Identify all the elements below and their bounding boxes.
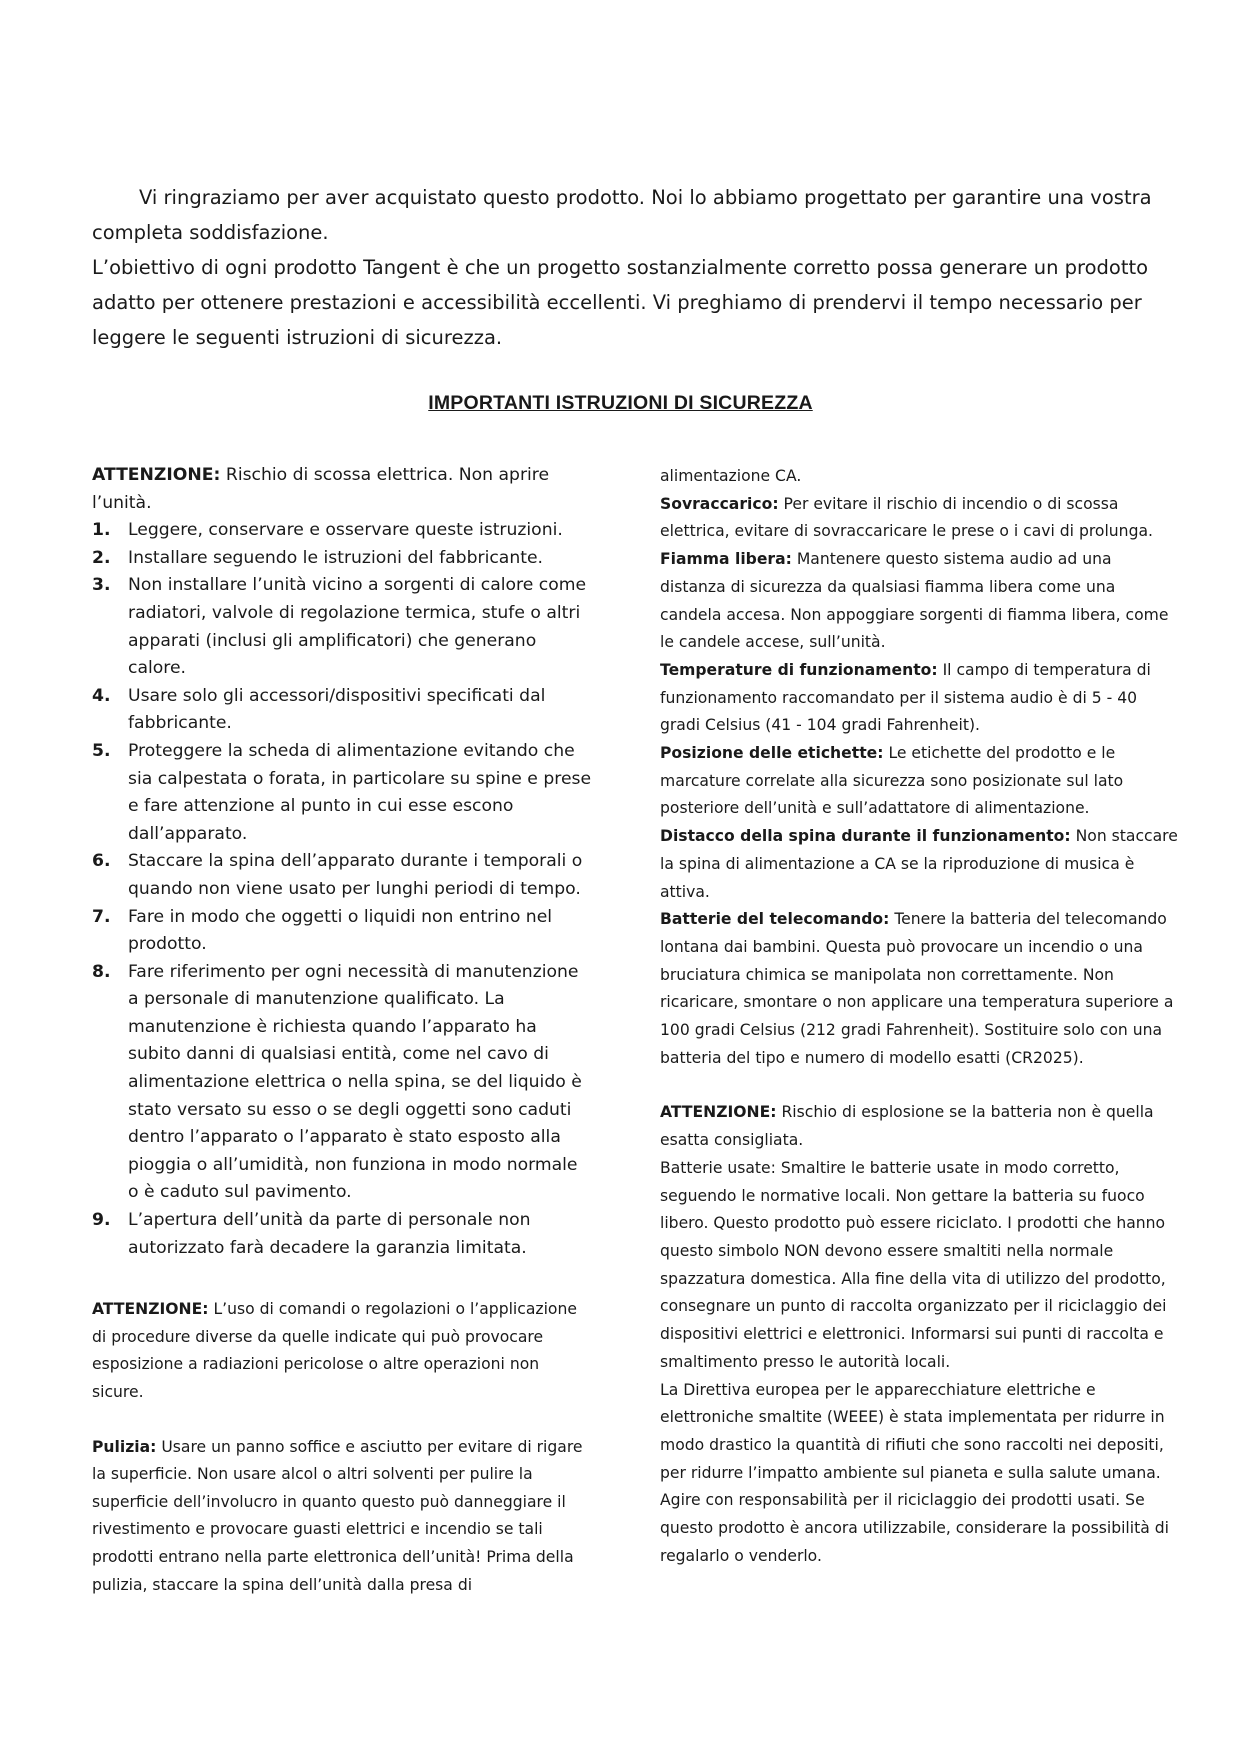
- cleaning-text: Usare un panno soffice e asciutto per evitare di rigare la superficie. Non usare alcol o altri solventi per pulire la superficie dell’involucro in quanto questo può danneggiare il rivestimento e provocare guasti elettrici e incendio se tali prodotti entrano nella parte elettronica dell’unità! Prima della pulizia, staccare la spina dell’unità dalla presa di: [92, 1437, 583, 1594]
- list-item-number: 3.: [92, 575, 111, 596]
- list-item-number: 2.: [92, 547, 111, 568]
- warning-text: L’uso di comandi o regolazioni o l’applicazione di procedure diverse da quelle indicate qui può provocare esposizione a radiazioni pericolose o altre operazioni non sicure.: [92, 1300, 577, 1401]
- list-item: [92, 545, 592, 573]
- list-item-text: Fare riferimento per ogni necessità di manutenzione a personale di manutenzione qualificato. La manutenzione è richiesta quando l’apparato ha subito danni di qualsiasi entità, come nel cavo di alimentazione elettrica o nella spina, se del liquido è stato versato su esso o se degli oggetti sono caduti dentro l’apparato o l’apparato è stato esposto alla pioggia o all’umidità, non funziona in modo normale o è caduto sul pavimento.: [128, 961, 582, 1203]
- instruction-list: [92, 517, 592, 1262]
- unplug-label: Distacco della spina durante il funzionamento:: [660, 827, 1071, 846]
- list-item: [92, 1207, 592, 1262]
- temperature-paragraph: [660, 657, 1180, 740]
- warning-text: Rischio di esplosione se la batteria non è quella esatta consigliata.: [660, 1103, 1154, 1150]
- left-column: [92, 462, 592, 1599]
- cleaning-paragraph: [92, 1434, 592, 1600]
- unplug-paragraph: [660, 823, 1180, 906]
- warning-label: ATTENZIONE:: [92, 465, 221, 485]
- labels-text: Le etichette del prodotto e le marcature correlate alla sicurezza sono posizionate sul lato posteriore dell’unità e sull’adattatore di alimentazione.: [660, 744, 1124, 818]
- warning-radiation: [92, 1296, 592, 1406]
- list-item: [92, 848, 592, 903]
- list-item-text: Staccare la spina dell’apparato durante i temporali o quando non viene usato per lunghi periodi di tempo.: [128, 851, 583, 899]
- list-item-number: 1.: [92, 520, 111, 541]
- labels-paragraph: [660, 740, 1180, 823]
- overload-label: Sovraccarico:: [660, 494, 779, 513]
- list-item-text: Non installare l’unità vicino a sorgenti di calore come radiatori, valvole di regolazione termica, stufe o altri apparati (inclusi gli amplificatori) che generano calore.: [128, 575, 587, 679]
- flame-text: Mantenere questo sistema audio ad una distanza di sicurezza da qualsiasi fiamma libera come una candela accesa. Non appoggiare sorgenti di fiamma libera, come le candele accese, sull’unità.: [660, 550, 1169, 652]
- list-item: [92, 904, 592, 959]
- spacer: [660, 1072, 1180, 1099]
- temperature-text: Il campo di temperatura di funzionamento raccomandato per il sistema audio è di 5 - 40 gradi Celsius (41 - 104 gradi Fahrenheit).: [660, 660, 1151, 735]
- list-item-number: 4.: [92, 685, 111, 706]
- overload-paragraph: [660, 491, 1180, 546]
- list-item: [92, 738, 592, 848]
- right-column: [660, 463, 1180, 1570]
- list-item-number: 6.: [92, 851, 111, 872]
- list-item-text: Usare solo gli accessori/dispositivi specificati dal fabbricante.: [128, 685, 546, 734]
- list-item-number: 9.: [92, 1210, 111, 1231]
- spacer: [92, 1407, 592, 1434]
- list-item-text: Installare seguendo le istruzioni del fabbricante.: [128, 547, 543, 568]
- temperature-label: Temperature di funzionamento:: [660, 660, 938, 679]
- warning-label: ATTENZIONE:: [660, 1103, 777, 1122]
- warning-shock: [92, 462, 592, 517]
- overload-text: Per evitare il rischio di incendio o di scossa elettrica, evitare di sovraccaricare le prese o i cavi di prolunga.: [660, 494, 1153, 541]
- intro-section: [92, 180, 1162, 355]
- page-title: IMPORTANTI ISTRUZIONI DI SICUREZZA: [428, 392, 813, 414]
- spacer: [92, 1262, 592, 1296]
- warning-text: Rischio di scossa elettrica. Non aprire l’unità.: [92, 465, 550, 513]
- battery-paragraph: [660, 906, 1180, 1072]
- intro-paragraph-thanks: Vi ringraziamo per aver acquistato questo prodotto. Noi lo abbiamo progettato per garantire una vostra completa soddisfazione.: [92, 186, 1152, 244]
- list-item-text: L’apertura dell’unità da parte di personale non autorizzato farà decadere la garanzia limitata.: [128, 1210, 531, 1258]
- warning-label: ATTENZIONE:: [92, 1300, 209, 1319]
- continued-text: alimentazione CA.: [660, 467, 802, 485]
- list-item: [92, 959, 592, 1207]
- battery-text: Tenere la batteria del telecomando lontana dai bambini. Questa può provocare un incendio o una bruciatura chimica se manipolata non correttamente. Non ricaricare, smontare o non applicare una temperatura superiore a 100 gradi Celsius (212 gradi Fahrenheit). Sostituire solo con una batteria del tipo e numero di modello esatti (CR2025).: [660, 910, 1174, 1067]
- cleaning-label: Pulizia:: [92, 1437, 157, 1456]
- list-item: [92, 517, 592, 545]
- list-item-text: Proteggere la scheda di alimentazione evitando che sia calpestata o forata, in particolare su spine e prese e fare attenzione al punto in cui esse escono dall’apparato.: [128, 740, 592, 844]
- list-item-number: 5.: [92, 740, 111, 761]
- list-item: [92, 572, 592, 682]
- unplug-text: Non staccare la spina di alimentazione a CA se la riproduzione di musica è attiva.: [660, 827, 1178, 901]
- warning-explosion: [660, 1099, 1180, 1154]
- list-item-number: 8.: [92, 961, 111, 982]
- labels-label: Posizione delle etichette:: [660, 744, 884, 763]
- flame-label: Fiamma libera:: [660, 550, 792, 569]
- weee-paragraph: La Direttiva europea per le apparecchiature elettriche e elettroniche smaltite (WEEE) è stata implementata per ridurre in modo drastico la quantità di rifiuti che sono raccolti nei depositi, per ridurre l’impatto ambiente sul pianeta e sulla salute umana. Agire con responsabilità per il riciclaggio dei prodotti usati. Se questo prodotto è ancora utilizzabile, considerare la possibilità di regalarlo o venderlo.: [660, 1380, 1169, 1565]
- list-item-text: Leggere, conservare e osservare queste istruzioni.: [128, 520, 563, 541]
- battery-label: Batterie del telecomando:: [660, 910, 890, 929]
- list-item: [92, 683, 592, 738]
- used-batteries-paragraph: Batterie usate: Smaltire le batterie usate in modo corretto, seguendo le normative locali. Non gettare la batteria su fuoco libero. Questo prodotto può essere riciclato. I prodotti che hanno questo simbolo NON devono essere smaltiti nella normale spazzatura domestica. Alla fine della vita di utilizzo del prodotto, consegnare un punto di raccolta organizzato per il riciclaggio dei dispositivi elettrici e elettronici. Informarsi sui punti di raccolta e smaltimento presso le autorità locali.: [660, 1158, 1167, 1371]
- list-item-text: Fare in modo che oggetti o liquidi non entrino nel prodotto.: [128, 906, 553, 955]
- list-item-number: 7.: [92, 906, 111, 927]
- flame-paragraph: [660, 546, 1180, 657]
- intro-paragraph-objective: L’obiettivo di ogni prodotto Tangent è che un progetto sostanzialmente corretto possa generare un prodotto adatto per ottenere prestazioni e accessibilità eccellenti. Vi preghiamo di prendervi il tempo necessario per leggere le seguenti istruzioni di sicurezza.: [92, 256, 1149, 349]
